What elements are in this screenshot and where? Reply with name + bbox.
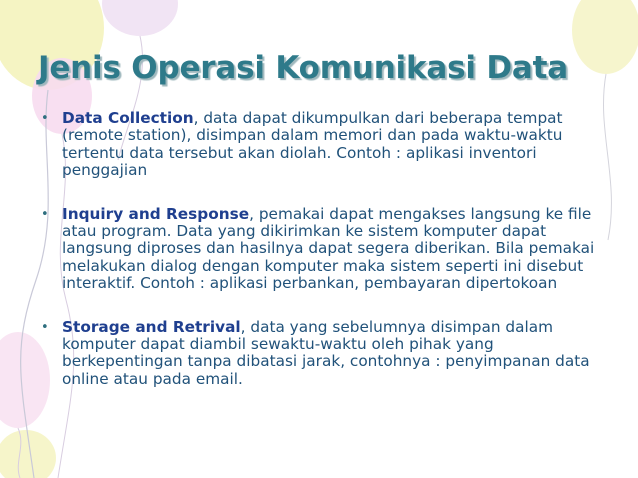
bullet-item-data-collection (38, 110, 608, 180)
bullet-list (38, 110, 608, 414)
bullet-dot-icon: • (41, 319, 49, 335)
bullet-term: Data Collection (62, 109, 194, 127)
bullet-text: , pemakai dapat mengakses langsung ke file atau program. Data yang dikirimkan ke sistem komputer dapat langsung diproses dan hasilnya dapat segera diberikan. Bila pemakai melakukan dialog dengan komputer maka sistem seperti ini disebut interaktif. Contoh : aplikasi perbankan, pembayaran dipertokoan (62, 204, 595, 293)
bullet-text: , data dapat dikumpulkan dari beberapa tempat (remote station), disimpan dalam memori dan pada waktu-waktu tertentu data tersebut akan diolah. Contoh : aplikasi inventori penggajian (62, 109, 563, 180)
bullet-term: Inquiry and Response (62, 204, 250, 223)
bullet-item-storage-retrival (38, 319, 608, 389)
bullet-term: Storage and Retrival (62, 317, 241, 336)
slide-title: Jenis Operasi Komunikasi Data (38, 50, 568, 86)
bullet-dot-icon: • (41, 206, 49, 222)
bullet-item-inquiry-response (38, 206, 608, 293)
bullet-dot-icon: • (41, 111, 49, 126)
bullet-text: , data yang sebelumnya disimpan dalam komputer dapat diambil sewaktu-waktu oleh pihak yang berkepentingan tanpa dibatasi jarak, contohnya : penyimpanan data online atau pada email. (62, 317, 590, 388)
